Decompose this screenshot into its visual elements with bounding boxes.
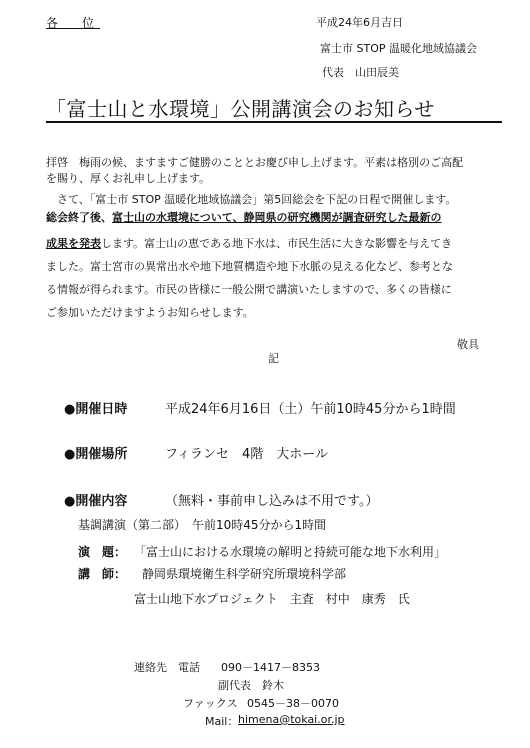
- mail-label: Mail：: [205, 715, 239, 728]
- ki-marker: 記: [268, 352, 279, 365]
- mail-address[interactable]: himena@tokai.or.jp: [238, 713, 345, 726]
- theme-label: 演 題：: [78, 545, 127, 559]
- phone-label: 連絡先 電話: [134, 661, 200, 674]
- speaker-label: 講 師：: [78, 567, 127, 581]
- title-underline: [46, 121, 502, 123]
- body-line-1: 拝啓 梅雨の候、ますますご健勝のこととお慶び申し上げます。平素は格別のご高配: [46, 156, 464, 169]
- place-label: ●開催場所: [64, 447, 128, 462]
- body-emphasis-underlined: 富士山の水環境について、静岡県の研究機関が調査研究した最新の: [112, 211, 442, 224]
- speaker-name: 富士山地下水プロジェクト 主査 村中 康秀 氏: [134, 592, 410, 606]
- body-line-5: [46, 236, 452, 252]
- vice-representative: 副代表 鈴木: [218, 679, 284, 692]
- body-line-6: ました。富士宮市の異常出水や地下地質構造や地下水脈の見える化など、参考とな: [46, 260, 453, 273]
- body-text: します。富士山の恵である地下水は、市民生活に大きな影響を与えてき: [101, 237, 453, 250]
- body-line-2: を賜り、厚くお礼申し上げます。: [46, 172, 211, 185]
- body-line-8: ご参加いただけますようお知らせします。: [46, 306, 254, 319]
- representative: 代表 山田辰美: [322, 66, 399, 79]
- theme-value: 「富士山における水環境の解明と持続可能な地下水利用」: [134, 545, 447, 559]
- speaker-affiliation: 静岡県環境衛生科学研究所環境科学部: [142, 567, 347, 581]
- body-emphasis-1: 総会終了後、: [46, 211, 112, 224]
- datetime-value: 平成24年6月16日（土）午前10時45分から1時間: [165, 402, 456, 417]
- fax-number: 0545－38－0070: [247, 697, 339, 710]
- phone-number: 090－1417－8353: [221, 661, 320, 674]
- body-line-3: さて、「富士市 STOP 温暖化地域協議会」第5回総会を下記の日程で開催します。: [46, 193, 457, 206]
- place-value: フィランセ 4階 大ホール: [165, 447, 328, 462]
- content-note: （無料・事前申し込みは不用です。）: [165, 494, 379, 509]
- page-title: 「富士山と水環境」公開講演会のお知らせ: [46, 97, 435, 121]
- organization-name: 富士市 STOP 温暖化地域協議会: [320, 42, 477, 55]
- addressee: 各 位: [46, 16, 101, 30]
- datetime-label: ●開催日時: [64, 402, 128, 417]
- content-label: ●開催内容: [64, 494, 128, 509]
- body-line-4: [46, 210, 442, 226]
- keynote-lecture: 基調講演（第二部） 午前10時45分から1時間: [78, 518, 327, 532]
- body-line-7: る情報が得られます。市民の皆様に一般公開で講演いたしますので、多くの皆様に: [46, 283, 452, 296]
- fax-label: ファックス: [183, 697, 238, 710]
- closing-word: 敬具: [457, 338, 479, 351]
- issue-date: 平成24年6月吉日: [316, 16, 403, 29]
- body-emphasis-underlined-2: 成果を発表: [46, 237, 101, 250]
